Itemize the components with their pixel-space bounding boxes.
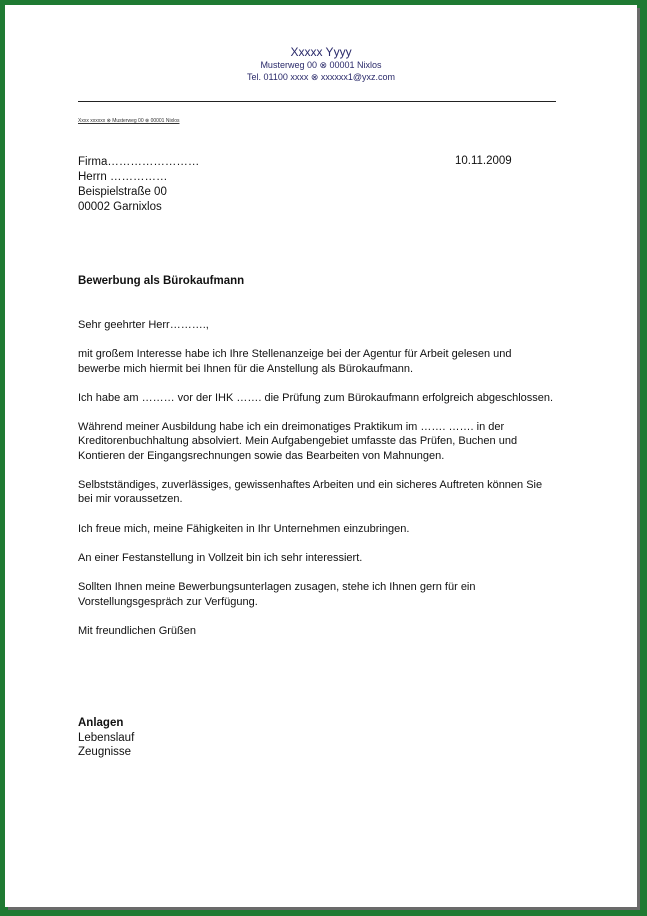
letter-date: 10.11.2009 bbox=[455, 155, 512, 167]
letter-subject: Bewerbung als Bürokaufmann bbox=[78, 275, 245, 287]
letterhead bbox=[5, 45, 637, 83]
attachment-item: Zeugnisse bbox=[78, 746, 132, 758]
paragraph-1: mit großem Interesse habe ich Ihre Stellenanzeige bei der Agentur für Arbeit gelesen und bewerbe mich hiermit bei Ihnen für die Anstellung als Bürokaufmann. bbox=[78, 348, 512, 375]
recipient-city: 00002 Garnixlos bbox=[78, 201, 162, 213]
letter-body bbox=[78, 318, 556, 653]
salutation: Sehr geehrter Herr………., bbox=[78, 319, 209, 331]
paragraph-4: Selbstständiges, zuverlässiges, gewissenhaftes Arbeiten und ein sicheres Auftreten können Sie bei mir voraussetzen. bbox=[78, 479, 543, 506]
attachments bbox=[78, 716, 134, 760]
paragraph-2: Ich habe am ……… vor der IHK ……. die Prüfung zum Bürokaufmann erfolgreich abgeschlossen. bbox=[78, 391, 554, 404]
sender-contact: Tel. 01100 xxxx ⊗ xxxxxx1@yxz.com bbox=[246, 72, 396, 82]
attachment-item: Lebenslauf bbox=[78, 731, 135, 744]
recipient-address bbox=[78, 155, 199, 215]
attachments-heading: Anlagen bbox=[78, 717, 124, 729]
paragraph-6: An einer Festanstellung in Vollzeit bin ich sehr interessiert. bbox=[78, 551, 363, 564]
return-address-line: Xxxx xxxxxx ⊗ Musterweg 00 ⊗ 00001 Nixlos bbox=[78, 118, 180, 124]
recipient-company: Firma…………………… bbox=[78, 156, 200, 168]
paragraph-5: Ich freue mich, meine Fähigkeiten in Ihr Unternehmen einzubringen. bbox=[78, 522, 410, 535]
sender-address: Musterweg 00 ⊗ 00001 Nixlos bbox=[260, 60, 382, 70]
paragraph-7: Sollten Ihnen meine Bewerbungsunterlagen zusagen, stehe ich Ihnen gern für ein Vorstellungsgespräch zur Verfügung. bbox=[78, 581, 476, 608]
letter-page bbox=[5, 5, 637, 907]
recipient-person: Herrn …………… bbox=[78, 171, 168, 183]
paragraph-3: Während meiner Ausbildung habe ich ein dreimonatiges Praktikum im ……. ……. in der Kreditorenbuchhaltung absolviert. Mein Aufgabengebiet umfasste das Prüfen, Buchen und Kontieren der Eingangsrechnungen sowie das Bearbeiten von Mahnungen. bbox=[78, 421, 518, 462]
header-divider bbox=[78, 101, 556, 102]
closing: Mit freundlichen Grüßen bbox=[78, 624, 196, 637]
recipient-street: Beispielstraße 00 bbox=[78, 186, 167, 198]
sender-name: Xxxxx Yyyy bbox=[290, 45, 352, 59]
